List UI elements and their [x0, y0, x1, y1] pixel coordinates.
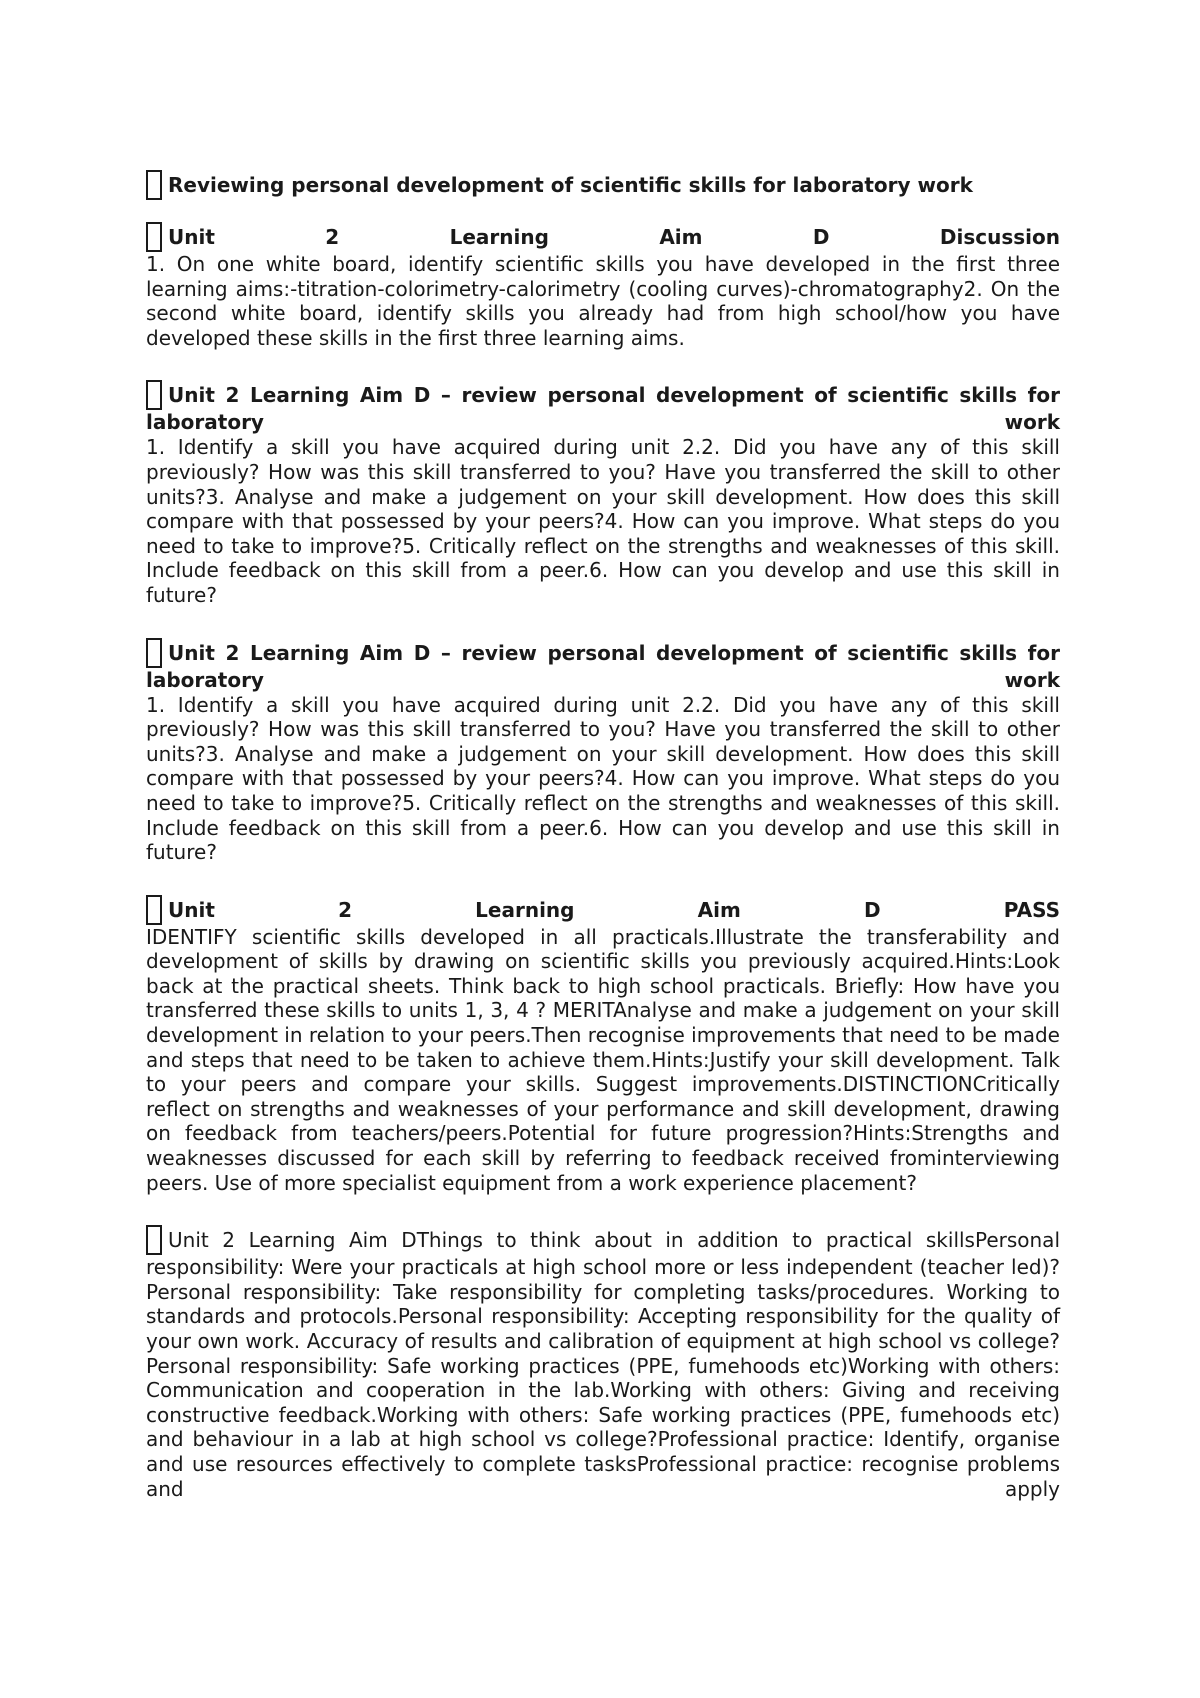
section-heading	[146, 170, 1060, 200]
section-heading	[146, 380, 1060, 435]
missing-glyph-box-icon	[146, 1225, 162, 1255]
section-heading-text: Unit 2 Learning Aim D PASS	[168, 897, 1060, 922]
section-heading-text: Unit 2 Learning Aim D Discussion	[168, 225, 1060, 249]
slide-section-4	[146, 638, 1060, 865]
slide-section-5	[146, 895, 1060, 1196]
slide-section-2	[146, 222, 1060, 350]
section-heading	[146, 638, 1060, 693]
section-body: 1. Identify a skill you have acquired during unit 2.2. Did you have any of this skill previously? How was this skill transferred to you? Have you transferred the skill to other units?3. Analyse and make a judgement on your skill development. How does this skill compare with that possessed by your peers?4. How can you improve. What steps do you need to take to improve?5. Critically reflect on the strengths and weaknesses of this skill. Include feedback on this skill from a peer.6. How can you develop and use this skill in future?	[146, 435, 1060, 607]
section-heading-text: Reviewing personal development of scientific skills for laboratory work	[168, 173, 973, 197]
section-heading	[146, 895, 1060, 925]
section-body	[146, 1225, 1060, 1501]
section-heading-text: Unit 2 Learning Aim D – review personal development of scientific skills for laboratory work	[146, 383, 1060, 435]
missing-glyph-box-icon	[146, 380, 162, 410]
section-heading-text: Unit 2 Learning Aim DThings to think about in addition to practical skillsPersonal responsibility: Were your practicals at high school more or less independent (teacher led)?Personal responsibility: Take responsibility for completing tasks/procedures. Working to standards and protocols.Personal responsibility: Accepting responsibility for the quality of your own work. Accuracy of results and calibration of equipment at high school vs college?Personal responsibility: Safe working practices (PPE, fumehoods etc)Working with others: Communication and cooperation in the lab.Working with others: Giving and receiving constructive feedback.Working with others: Safe working practices (PPE, fumehoods etc) and behaviour in a lab at high school vs college?Professional practice: Identify, organise and use resources effectively to complete tasksProfessional practice: recognise problems and apply	[146, 1228, 1060, 1501]
missing-glyph-box-icon	[146, 638, 162, 668]
section-heading	[146, 222, 1060, 252]
slide-section-1	[146, 170, 1060, 200]
missing-glyph-box-icon	[146, 222, 162, 252]
section-heading-text: Unit 2 Learning Aim D – review personal development of scientific skills for laboratory work	[146, 640, 1060, 692]
section-body: 1. On one white board, identify scientific skills you have developed in the first three learning aims:-titration-colorimetry-calorimetry (cooling curves)-chromatography2. On the second white board, identify skills you already had from high school/how you have developed these skills in the first three learning aims.	[146, 252, 1060, 350]
document-page	[146, 170, 1060, 1529]
missing-glyph-box-icon	[146, 895, 162, 925]
slide-section-6	[146, 1225, 1060, 1501]
slide-section-3	[146, 380, 1060, 607]
missing-glyph-box-icon	[146, 170, 162, 200]
section-body: 1. Identify a skill you have acquired during unit 2.2. Did you have any of this skill previously? How was this skill transferred to you? Have you transferred the skill to other units?3. Analyse and make a judgement on your skill development. How does this skill compare with that possessed by your peers?4. How can you improve. What steps do you need to take to improve?5. Critically reflect on the strengths and weaknesses of this skill. Include feedback on this skill from a peer.6. How can you develop and use this skill in future?	[146, 692, 1060, 865]
section-body: IDENTIFY scientific skills developed in all practicals.Illustrate the transferability and development of skills by drawing on scientific skills you previously acquired.Hints:Look back at the practical sheets. Think back to high school practicals. Briefly: How have you transferred these skills to units 1, 3, 4 ? MERITAnalyse and make a judgement on your skill development in relation to your peers.Then recognise improvements that need to be made and steps that need to be taken to achieve them.Hints:Justify your skill development. Talk to your peers and compare your skills. Suggest improvements.DISTINCTIONCritically reflect on strengths and weaknesses of your performance and skill development, drawing on feedback from teachers/peers.Potential for future progression?Hints:Strengths and weaknesses discussed for each skill by referring to feedback received frominterviewing peers. Use of more specialist equipment from a work experience placement?	[146, 924, 1060, 1195]
